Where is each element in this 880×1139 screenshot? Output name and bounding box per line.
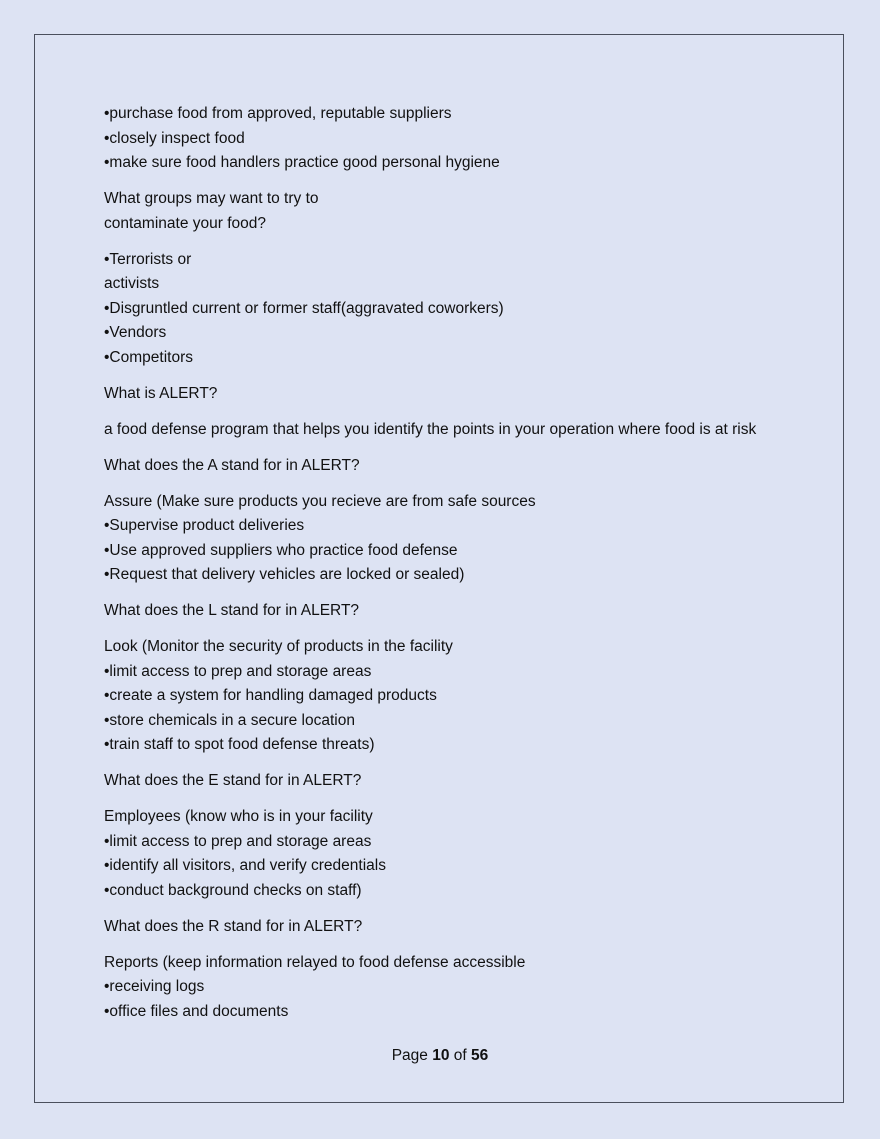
text-line: Look (Monitor the security of products in the facility [104,638,453,655]
text-block [104,769,804,794]
text-line: What does the A stand for in ALERT? [104,456,360,474]
text-line: •Vendors [104,324,167,341]
document-body [104,102,804,1036]
page-footer [0,1045,880,1067]
text-block [104,102,804,176]
page-label: Page [391,1047,428,1064]
text-line: •identify all visitors, and verify credentials [104,857,386,874]
text-line: What does the L stand for in ALERT? [104,602,360,619]
text-line: •Disgruntled current or former staff(aggravated coworkers) [104,299,504,317]
text-block [104,248,804,371]
text-block [104,490,804,588]
text-block [104,805,804,903]
text-line: What does the R stand for in ALERT? [104,917,363,935]
text-block [104,635,804,758]
text-line: •purchase food from approved, reputable suppliers [104,105,452,122]
text-line: •office files and documents [104,1002,289,1020]
text-line: •closely inspect food [104,129,245,147]
text-line: •limit access to prep and storage areas [104,662,372,680]
text-block [104,599,804,624]
text-line: •make sure food handlers practice good personal hygiene [104,154,500,171]
text-line: Reports (keep information relayed to food defense accessible [104,953,526,971]
text-line: What groups may want to try to [104,190,319,207]
text-line: •train staff to spot food defense threats) [104,736,375,753]
text-line: activists [104,275,160,292]
text-line: •Competitors [104,348,193,366]
text-block [104,382,804,407]
text-line: •Supervise product deliveries [104,517,305,534]
total-pages-number: 56 [471,1047,489,1064]
text-line: Assure (Make sure products you recieve are from safe sources [104,492,536,510]
text-line: contaminate your food? [104,214,266,232]
current-page-number: 10 [432,1047,450,1064]
text-line: •conduct background checks on staff) [104,881,362,899]
page-of-label: of [453,1047,467,1064]
text-line: •Use approved suppliers who practice food defense [104,541,458,559]
text-block [104,418,804,443]
text-line: •Request that delivery vehicles are locked or sealed) [104,566,465,583]
text-block [104,454,804,479]
text-line: •store chemicals in a secure location [104,711,355,729]
text-line: •receiving logs [104,978,205,995]
text-line: •Terrorists or [104,250,192,268]
text-block [104,187,804,236]
text-line: What is ALERT? [104,384,218,402]
text-block [104,951,804,1025]
text-line: What does the E stand for in ALERT? [104,772,362,789]
text-line: •limit access to prep and storage areas [104,832,372,850]
text-line: •create a system for handling damaged products [104,687,437,704]
text-block [104,915,804,940]
text-line: Employees (know who is in your facility [104,808,373,825]
text-line: a food defense program that helps you identify the points in your operation where food is at risk [104,420,757,438]
